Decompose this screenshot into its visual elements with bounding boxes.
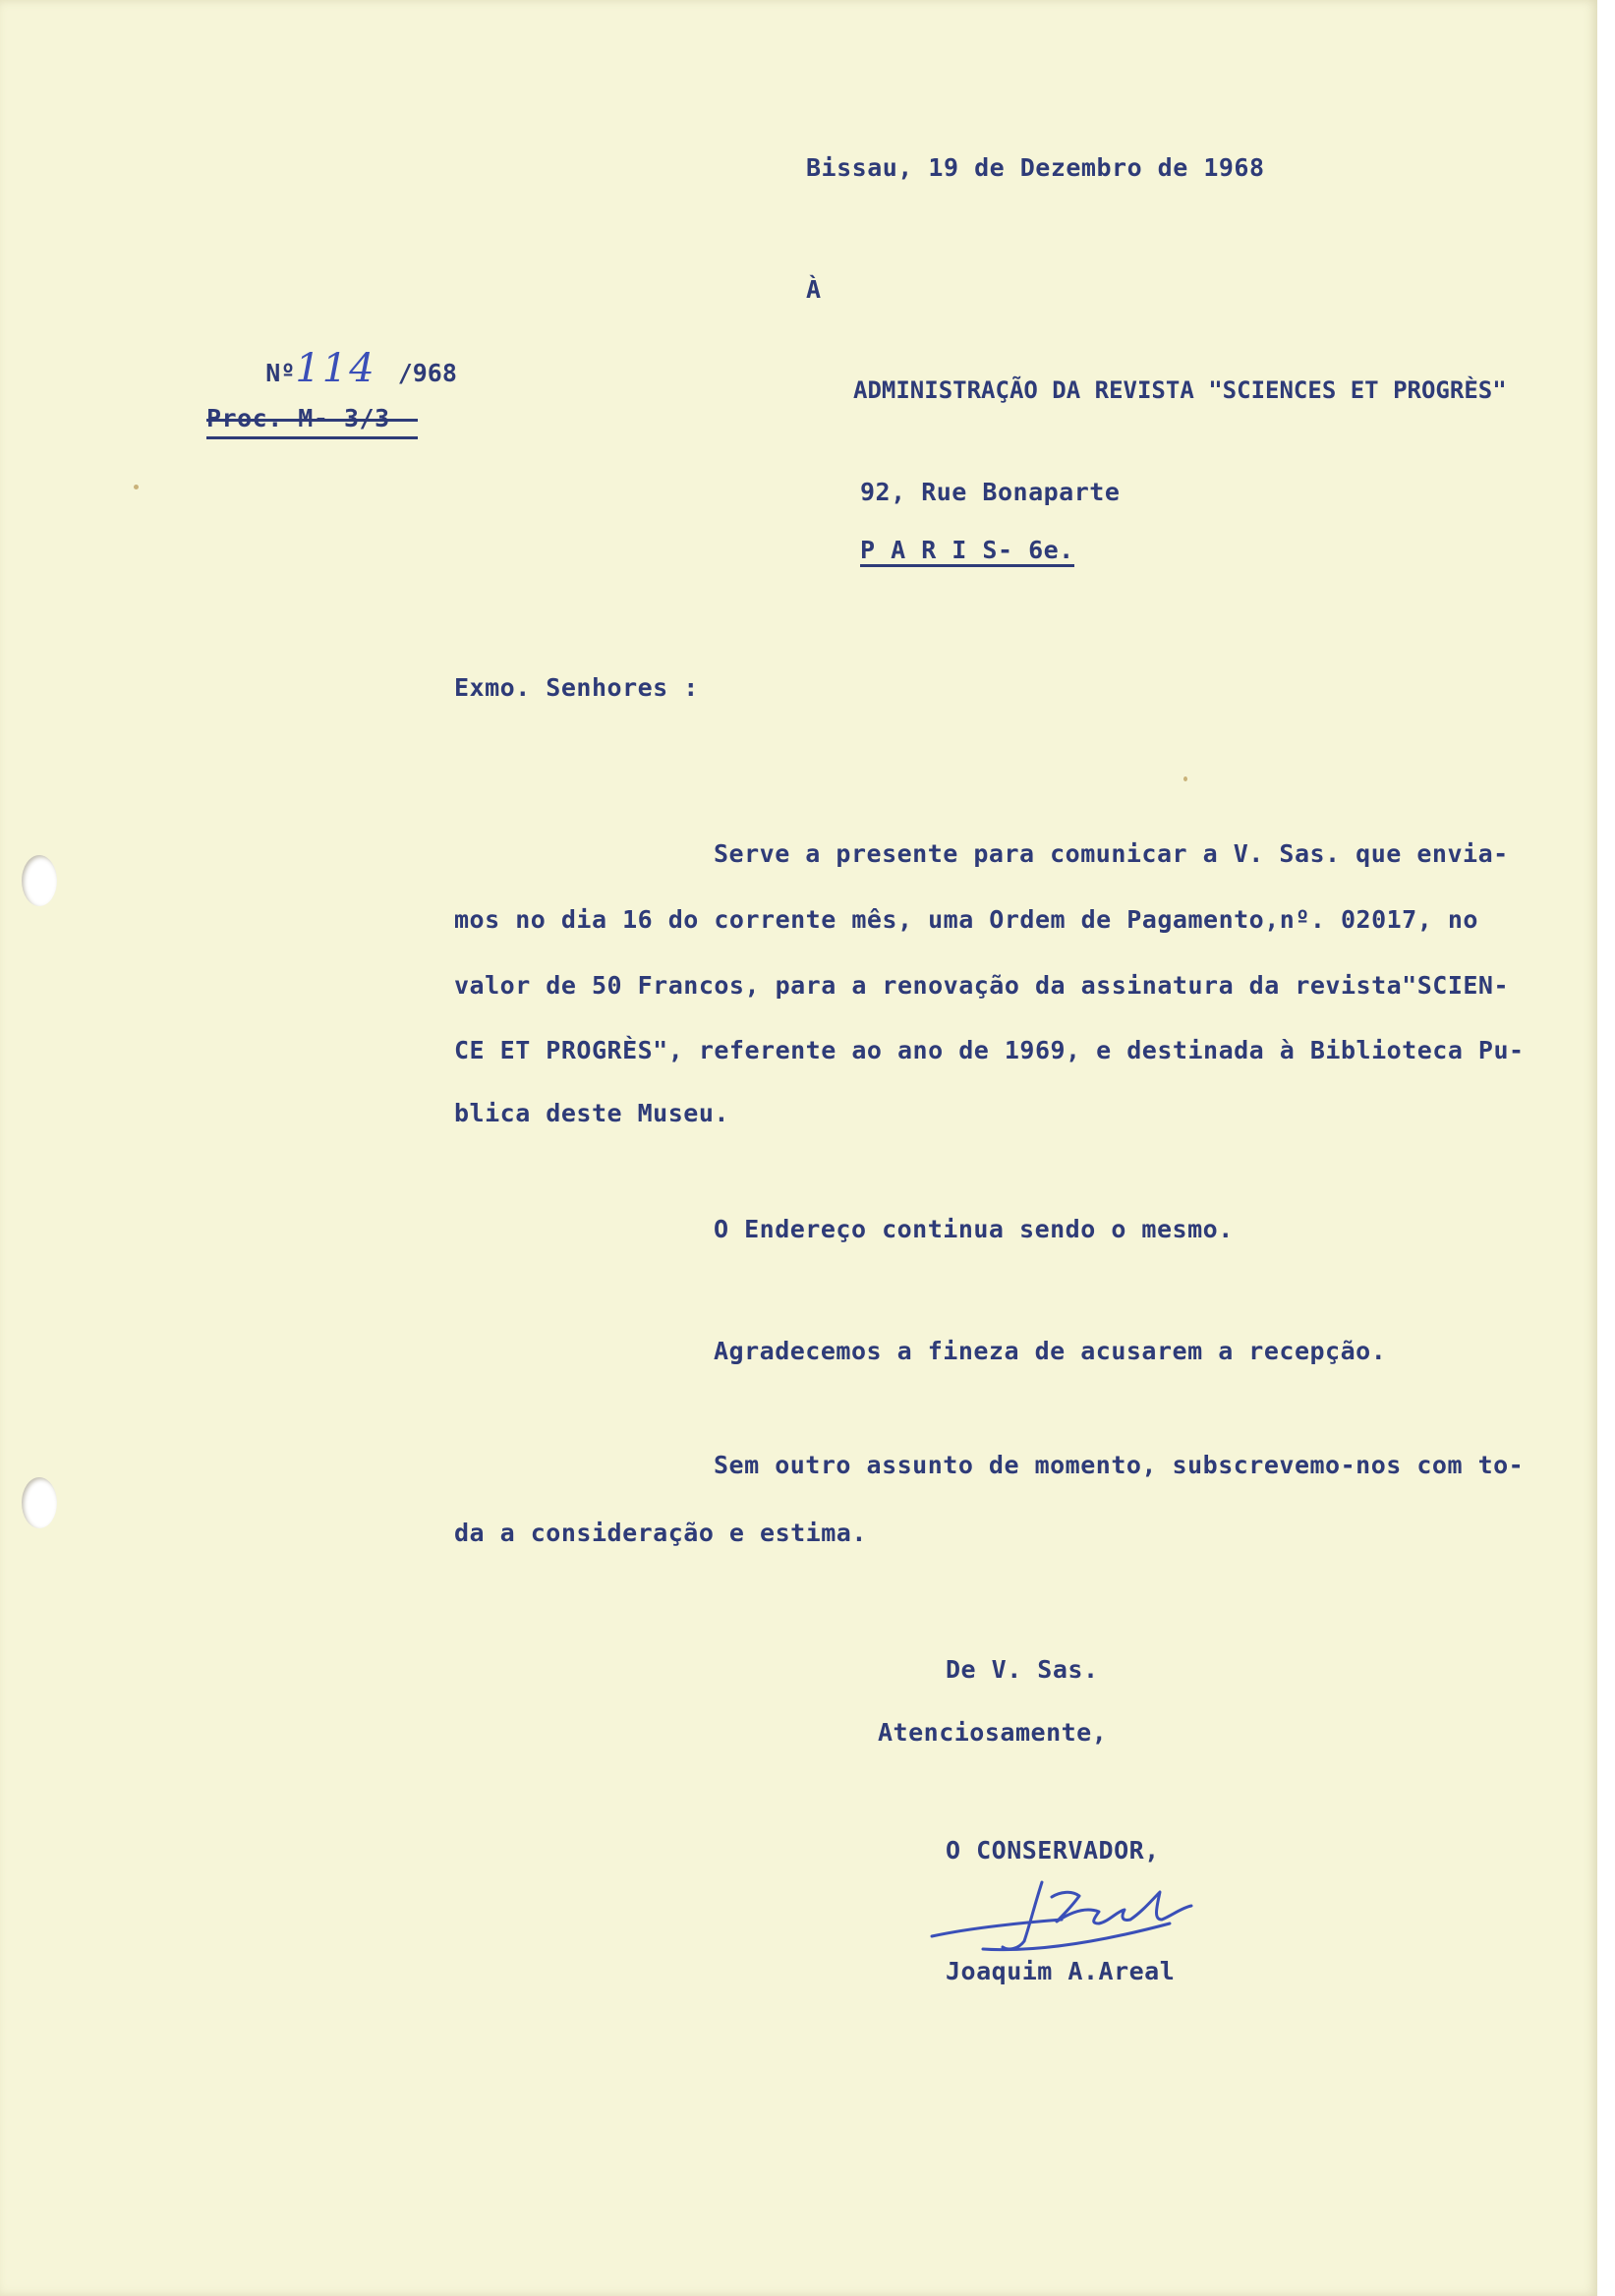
punch-hole-bottom	[22, 1477, 57, 1528]
reference-prefix: Nº	[265, 359, 296, 387]
body-p1-line-4: CE ET PROGRÈS", referente ao ano de 1969, e destinada à Biblioteca Pu-	[454, 1036, 1525, 1064]
addressee-prefix: À	[806, 275, 822, 304]
recipient-line-1: ADMINISTRAÇÃO DA REVISTA "SCIENCES ET PROGRÈS"	[853, 376, 1507, 404]
recipient-line-2: 92, Rue Bonaparte	[860, 478, 1121, 506]
body-p1-line-2: mos no dia 16 do corrente mês, uma Ordem de Pagamento,nº. 02017, no	[454, 905, 1478, 934]
body-p1-line-5: blica deste Museu.	[454, 1099, 729, 1127]
punch-hole-top	[22, 855, 57, 906]
closing-line-1: De V. Sas.	[946, 1655, 1099, 1684]
paper-speck	[134, 485, 139, 489]
scan-margin	[1597, 0, 1615, 2296]
paper-speck	[1183, 776, 1187, 781]
reference-suffix: /968	[397, 359, 457, 387]
signatory-title: O CONSERVADOR,	[946, 1836, 1160, 1865]
body-p2: O Endereço continua sendo o mesmo.	[714, 1215, 1234, 1243]
body-p3: Agradecemos a fineza de acusarem a recepção.	[714, 1337, 1387, 1365]
reference-handwritten-number: 114	[295, 346, 376, 391]
body-p4-line-1: Sem outro assunto de momento, subscrevemo-nos com to-	[714, 1451, 1525, 1479]
recipient-line-3: P A R I S- 6e.	[860, 538, 1074, 567]
process-reference: Proc. M- 3/3	[206, 406, 418, 439]
body-p1-line-1: Serve a presente para comunicar a V. Sas. que envia-	[714, 839, 1509, 868]
body-p1-line-3: valor de 50 Francos, para a renovação da assinatura da revista"SCIEN-	[454, 971, 1510, 1000]
signatory-name: Joaquim A.Areal	[946, 1957, 1176, 1985]
greeting: Exmo. Senhores :	[454, 673, 699, 702]
place-date: Bissau, 19 de Dezembro de 1968	[806, 153, 1265, 182]
closing-line-2: Atenciosamente,	[878, 1718, 1108, 1747]
body-p4-line-2: da a consideração e estima.	[454, 1519, 867, 1547]
